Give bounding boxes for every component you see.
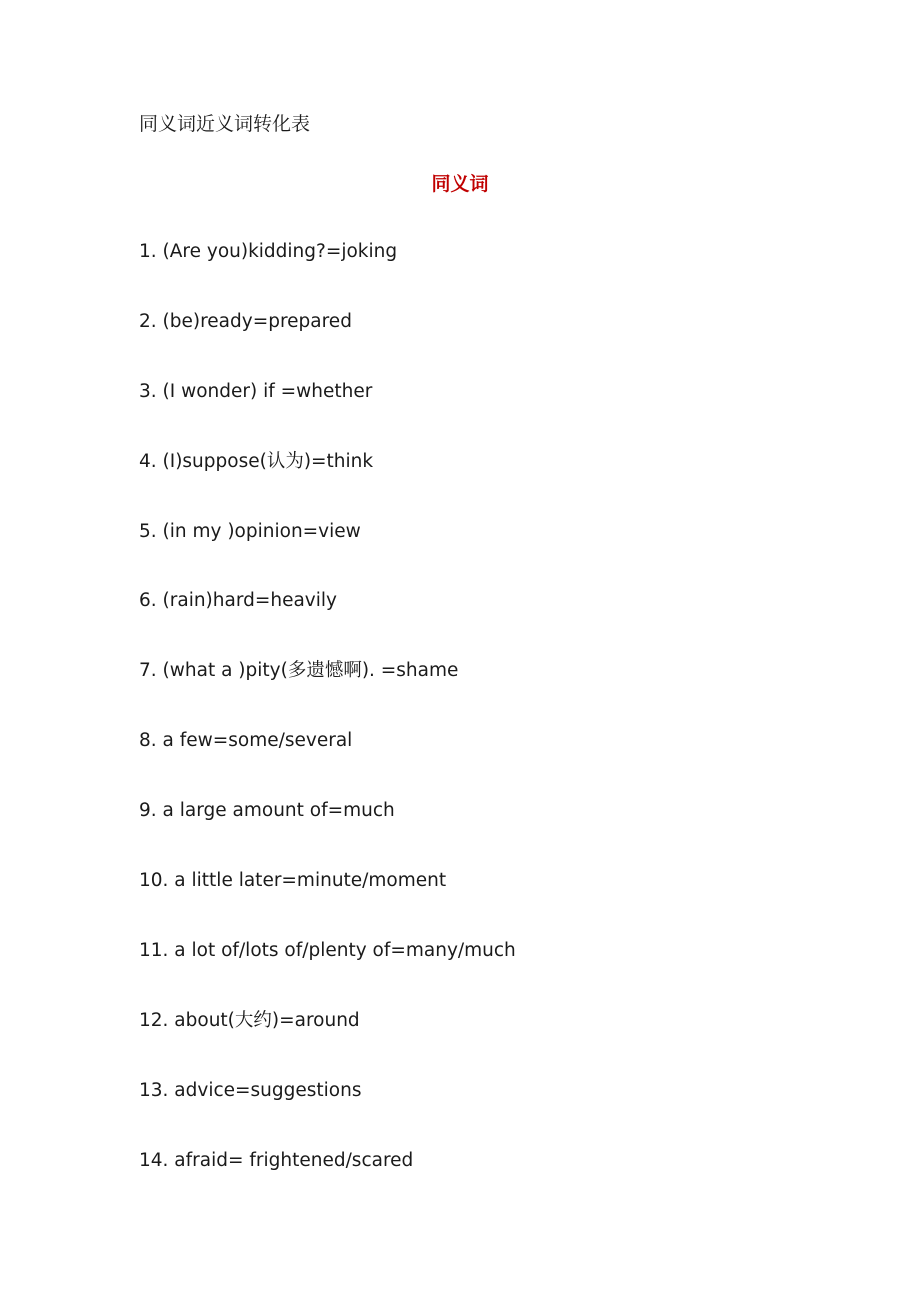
synonym-entry: 12. about(大约)=around	[139, 1009, 360, 1031]
synonym-entry: 2. (be)ready=prepared	[139, 310, 352, 332]
synonym-entry: 3. (I wonder) if =whether	[139, 380, 373, 402]
synonym-entry: 9. a large amount of=much	[139, 800, 395, 822]
synonym-entry: 10. a little later=minute/moment	[139, 870, 447, 892]
synonym-entry: 5. (in my )opinion=view	[139, 520, 361, 542]
synonym-list	[139, 238, 516, 1216]
synonym-entry: 13. advice=suggestions	[139, 1079, 362, 1101]
synonym-entry: 4. (I)suppose(认为)=think	[139, 450, 374, 472]
synonym-entry: 11. a lot of/lots of/plenty of=many/much	[139, 939, 516, 961]
synonym-entry: 8. a few=some/several	[139, 730, 353, 752]
document-title: 同义词近义词转化表	[139, 113, 311, 135]
section-heading: 同义词	[431, 173, 489, 195]
synonym-entry: 7. (what a )pity(多遗憾啊). =shame	[139, 660, 459, 682]
synonym-entry: 6. (rain)hard=heavily	[139, 590, 337, 612]
synonym-entry: 14. afraid= frightened/scared	[139, 1149, 414, 1171]
synonym-entry: 1. (Are you)kidding?=joking	[139, 241, 398, 262]
